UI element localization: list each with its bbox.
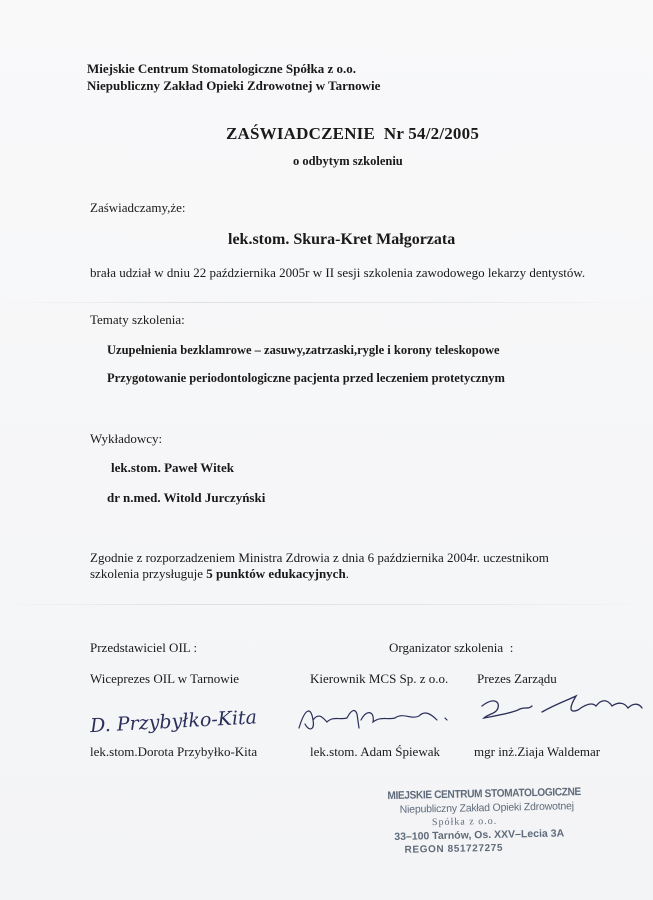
certificate-title: ZAŚWIADCZENIE Nr 54/2/2005 bbox=[226, 124, 480, 143]
organizer-name-2: mgr inż.Ziaja Waldemar bbox=[474, 744, 601, 759]
points-value: 5 punktów edukacyjnych bbox=[206, 566, 346, 581]
representative-role: Wiceprezes OIL w Tarnowie bbox=[90, 671, 240, 686]
organizer-label: Organizator szkolenia : bbox=[389, 640, 514, 655]
paper-fold bbox=[0, 604, 653, 605]
stamp-line-4: 33–100 Tarnów, Os. XXV–Lecia 3A bbox=[394, 826, 565, 843]
representative-label: Przedstawiciel OIL : bbox=[90, 640, 198, 655]
signature-representative-text: D. Przybyłko-Kita bbox=[89, 706, 258, 738]
stamp-line-1: MIEJSKIE CENTRUM STOMATOLOGICZNE bbox=[387, 786, 581, 803]
organizer-name-1: lek.stom. Adam Śpiewak bbox=[310, 744, 440, 759]
header-company: Miejskie Centrum Stomatologiczne Spółka z o.o. bbox=[87, 61, 357, 76]
company-stamp bbox=[387, 786, 588, 858]
stamp-line-3: Spółka z o.o. bbox=[431, 815, 498, 829]
stamp-line-5: REGON 851727275 bbox=[404, 842, 504, 856]
points-prefix: szkolenia przysługuje bbox=[90, 566, 207, 581]
participation-text: brała udział w dniu 22 października 2005r w II sesji szkolenia zawodowego lekarzy dentystów. bbox=[90, 265, 586, 280]
header-facility: Niepubliczny Zakład Opieki Zdrowotnej w Tarnowie bbox=[87, 78, 381, 93]
signature-representative bbox=[88, 700, 268, 740]
certify-intro: Zaświadczamy,że: bbox=[90, 200, 186, 215]
lecturers-label: Wykładowcy: bbox=[90, 431, 163, 446]
organizer-role-2: Prezes Zarządu bbox=[477, 671, 557, 686]
representative-name: lek.stom.Dorota Przybyłko-Kita bbox=[90, 744, 258, 759]
certificate-subtitle: o odbytym szkoleniu bbox=[293, 154, 403, 168]
points-line1: Zgodnie z rozporzadzeniem Ministra Zdrowia z dnia 6 października 2004r. uczestnikom bbox=[90, 550, 549, 565]
topic-item: Przygotowanie periodontologiczne pacjenta przed leczeniem protetycznym bbox=[107, 371, 505, 385]
topics-label: Tematy szkolenia: bbox=[90, 312, 185, 327]
signature-spiewak bbox=[295, 698, 455, 738]
stamp-line-2: Niepubliczny Zakład Opieki Zdrowotnej bbox=[399, 799, 574, 816]
organizer-role-1: Kierownik MCS Sp. z o.o. bbox=[310, 671, 449, 686]
points-line2 bbox=[90, 566, 349, 582]
lecturer-item: dr n.med. Witold Jurczyński bbox=[107, 490, 266, 505]
paper-fold bbox=[0, 302, 653, 303]
signature-ziaja bbox=[478, 692, 648, 728]
topic-item: Uzupełnienia bezklamrowe – zasuwy,zatrzaski,rygle i korony teleskopowe bbox=[107, 343, 500, 357]
recipient-name: lek.stom. Skura-Kret Małgorzata bbox=[228, 231, 456, 248]
lecturer-item: lek.stom. Paweł Witek bbox=[111, 460, 235, 475]
points-suffix: . bbox=[345, 566, 349, 581]
